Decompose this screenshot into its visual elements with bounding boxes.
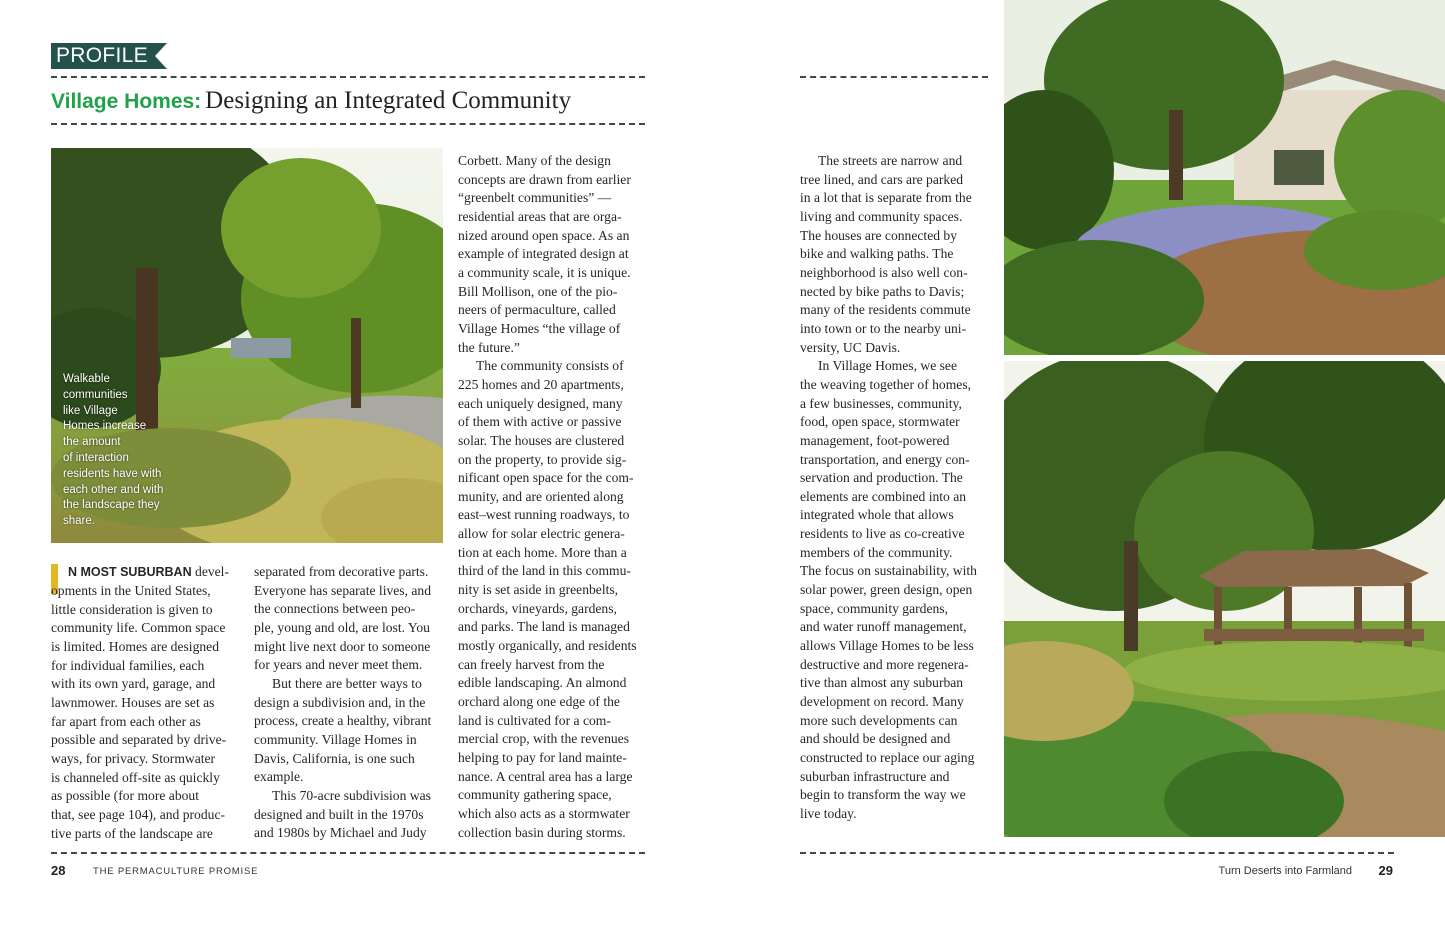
text-line: which also acts as a stormwater (458, 805, 630, 821)
text-line: separated from decorative parts. (254, 564, 429, 579)
text-line: that, see page 104), and produc- (51, 806, 226, 822)
text-line: more such developments can (800, 712, 958, 728)
text-line: solar power, green design, open (800, 582, 973, 598)
text-line: design a subdivision and, in the (254, 694, 426, 710)
text-line: helping to pay for land mainte- (458, 750, 627, 765)
lead-in-continuation: devel- (195, 564, 229, 579)
caption-line: Walkable (63, 373, 110, 385)
text-line: and parks. The land is managed (458, 619, 630, 635)
text-line: nized around open space. As an (458, 227, 630, 243)
text-line: food, open space, stormwater (800, 414, 960, 430)
text-line: nance. A central area has a large (458, 768, 633, 784)
caption-line: of interaction (63, 451, 129, 464)
text-line: the connections between peo- (254, 601, 416, 617)
text-line: mercial crop, with the revenues (458, 731, 629, 747)
text-line: opments in the United States, (51, 583, 211, 598)
text-line: with its own yard, garage, and (51, 676, 216, 692)
text-line: neers of permaculture, called (458, 302, 616, 318)
text-line: neighborhood is also well con- (800, 264, 968, 280)
section-label: PROFILE (56, 44, 148, 67)
text-line: ways, for privacy. Stormwater (51, 750, 216, 766)
text-line: of them with active or passive (458, 414, 622, 430)
profile-banner (51, 43, 167, 69)
text-line: collection basin during storms. (458, 824, 626, 840)
folio-title-left: THE PERMACULTURE PROMISE (93, 866, 259, 877)
text-line: The community consists of (476, 358, 624, 374)
text-line: versity, UC Davis. (800, 339, 901, 355)
text-line: community life. Common space (51, 620, 226, 636)
caption-line: residents have with (63, 467, 162, 480)
caption-line: each other and with (63, 483, 164, 496)
text-line: Village Homes “the village of (458, 320, 621, 336)
divider-top-left (51, 76, 645, 78)
photo-caption (63, 372, 163, 530)
title-rest: Designing an Integrated Community (205, 87, 572, 114)
text-line: orchards, vineyards, gardens, (458, 600, 617, 616)
text-line: solar. The houses are clustered (458, 432, 625, 448)
text-line: mostly organically, and residents (458, 638, 637, 654)
text-line: far apart from each other as (51, 713, 201, 729)
text-line: ple, young and old, are lost. You (254, 619, 430, 635)
text-line: possible and separated by drive- (51, 732, 227, 748)
text-line: suburban infrastructure and (800, 768, 950, 784)
text-line: development on record. Many (800, 694, 964, 710)
body-column-2 (254, 563, 442, 843)
caption-line: like Village (63, 404, 118, 417)
text-line: the weaving together of homes, (800, 376, 972, 392)
text-line: edible landscaping. An almond (458, 675, 627, 691)
text-line: space, community gardens, (800, 600, 948, 616)
title-highlight: Village Homes: (51, 90, 202, 113)
text-line: and should be designed and (800, 731, 951, 747)
text-line: lawnmower. Houses are set as (51, 694, 215, 710)
text-line: as possible (for more about (51, 788, 199, 804)
text-line: The houses are connected by (800, 227, 958, 243)
text-line: for years and never meet them. (254, 657, 423, 673)
text-line: This 70-acre subdivision was (272, 787, 431, 803)
text-line: Corbett. Many of the design (458, 153, 611, 168)
caption-line: the landscape they (63, 499, 160, 512)
text-line: tive parts of the landscape are (51, 825, 213, 841)
text-line: tree lined, and cars are parked (800, 171, 964, 187)
text-line: begin to transform the way we (800, 787, 966, 803)
text-line: the future.” (458, 339, 520, 355)
text-line: process, create a healthy, vibrant (254, 713, 432, 729)
text-line: is limited. Homes are designed (51, 638, 219, 654)
text-line: Everyone has separate lives, and (254, 582, 432, 598)
text-line: for individual families, each (51, 657, 205, 673)
text-line: constructed to replace our aging (800, 750, 975, 765)
caption-line: communities (63, 388, 128, 401)
folio-title-right: Turn Deserts into Farmland (1218, 865, 1352, 877)
text-line: “greenbelt communities” — (458, 190, 612, 206)
text-line: little consideration is given to (51, 601, 213, 617)
text-line: example. (254, 769, 304, 785)
text-line: The focus on sustainability, with (800, 563, 977, 579)
text-line: Bill Mollison, one of the pio- (458, 283, 618, 299)
text-line: residents to live as co-creative (800, 526, 965, 542)
house-garden-photo (1004, 0, 1445, 355)
divider-bottom-left (51, 852, 645, 854)
text-line: elements are combined into an (800, 488, 967, 504)
text-line: living and community spaces. (800, 208, 963, 224)
text-line: allows Village Homes to be less (800, 638, 974, 654)
text-line: In Village Homes, we see (818, 358, 957, 374)
text-line: on the property, to provide sig- (458, 451, 627, 467)
text-line: nificant open space for the com- (458, 470, 634, 486)
text-line: management, foot-powered (800, 432, 950, 448)
text-line: 225 homes and 20 apartments, (458, 376, 624, 392)
body-column-3 (458, 152, 646, 842)
text-line: nected by bike paths to Davis; (800, 283, 965, 299)
text-line: servation and production. The (800, 470, 963, 486)
caption-line: the amount (63, 436, 121, 449)
text-line: each uniquely designed, many (458, 395, 623, 411)
column-1-lines (51, 582, 239, 843)
divider-under-title (51, 123, 645, 125)
text-line: The streets are narrow and (818, 153, 963, 168)
text-line: nity is set aside in greenbelts, (458, 582, 619, 598)
text-line: orchard along one edge of the (458, 694, 620, 710)
divider-top-right (800, 76, 988, 78)
text-line: But there are better ways to (272, 675, 422, 691)
folio-number-right: 29 (1378, 863, 1393, 878)
divider-bottom-right (800, 852, 1394, 854)
text-line: bike and walking paths. The (800, 246, 954, 262)
text-line: might live next door to someone (254, 638, 431, 654)
text-line: community gathering space, (458, 787, 612, 803)
text-line: members of the community. (800, 544, 953, 560)
text-line: and water runoff management, (800, 619, 967, 635)
text-line: transportation, and energy con- (800, 451, 970, 467)
caption-line: Homes increase (63, 420, 147, 433)
gazebo-garden-photo (1004, 361, 1445, 837)
text-line: integrated whole that allows (800, 507, 954, 523)
text-line: can freely harvest from the (458, 656, 605, 672)
text-line: is channeled off-site as quickly (51, 769, 220, 785)
folio-number-left: 28 (51, 863, 66, 878)
text-line: designed and built in the 1970s (254, 806, 424, 822)
text-line: example of integrated design at (458, 246, 629, 262)
text-line: destructive and more regenera- (800, 656, 969, 672)
body-column-right (800, 152, 990, 824)
text-line: munity, and are oriented along (458, 488, 624, 504)
body-column-1 (51, 563, 239, 843)
caption-line: share. (63, 515, 95, 528)
text-line: in a lot that is separate from the (800, 190, 972, 206)
text-line: third of the land in this commu- (458, 563, 631, 579)
park-path-photo (51, 148, 443, 543)
text-line: into town or to the nearby uni- (800, 320, 967, 336)
text-line: tive than almost any suburban (800, 675, 964, 691)
text-line: land is cultivated for a com- (458, 712, 611, 728)
text-line: many of the residents commute (800, 302, 971, 318)
text-line: residential areas that are orga- (458, 208, 622, 224)
text-line: community. Village Homes in (254, 731, 417, 747)
text-line: live today. (800, 805, 857, 821)
text-line: and 1980s by Michael and Judy (254, 825, 427, 841)
text-line: allow for solar electric genera- (458, 526, 625, 542)
text-line: tion at each home. More than a (458, 544, 627, 560)
text-line: a community scale, it is unique. (458, 264, 631, 280)
lead-in: N MOST SUBURBAN (68, 565, 192, 579)
text-line: a few businesses, community, (800, 395, 962, 411)
text-line: concepts are drawn from earlier (458, 171, 631, 187)
page-title (51, 87, 571, 115)
text-line: east–west running roadways, to (458, 507, 630, 523)
text-line: Davis, California, is one such (254, 750, 415, 766)
